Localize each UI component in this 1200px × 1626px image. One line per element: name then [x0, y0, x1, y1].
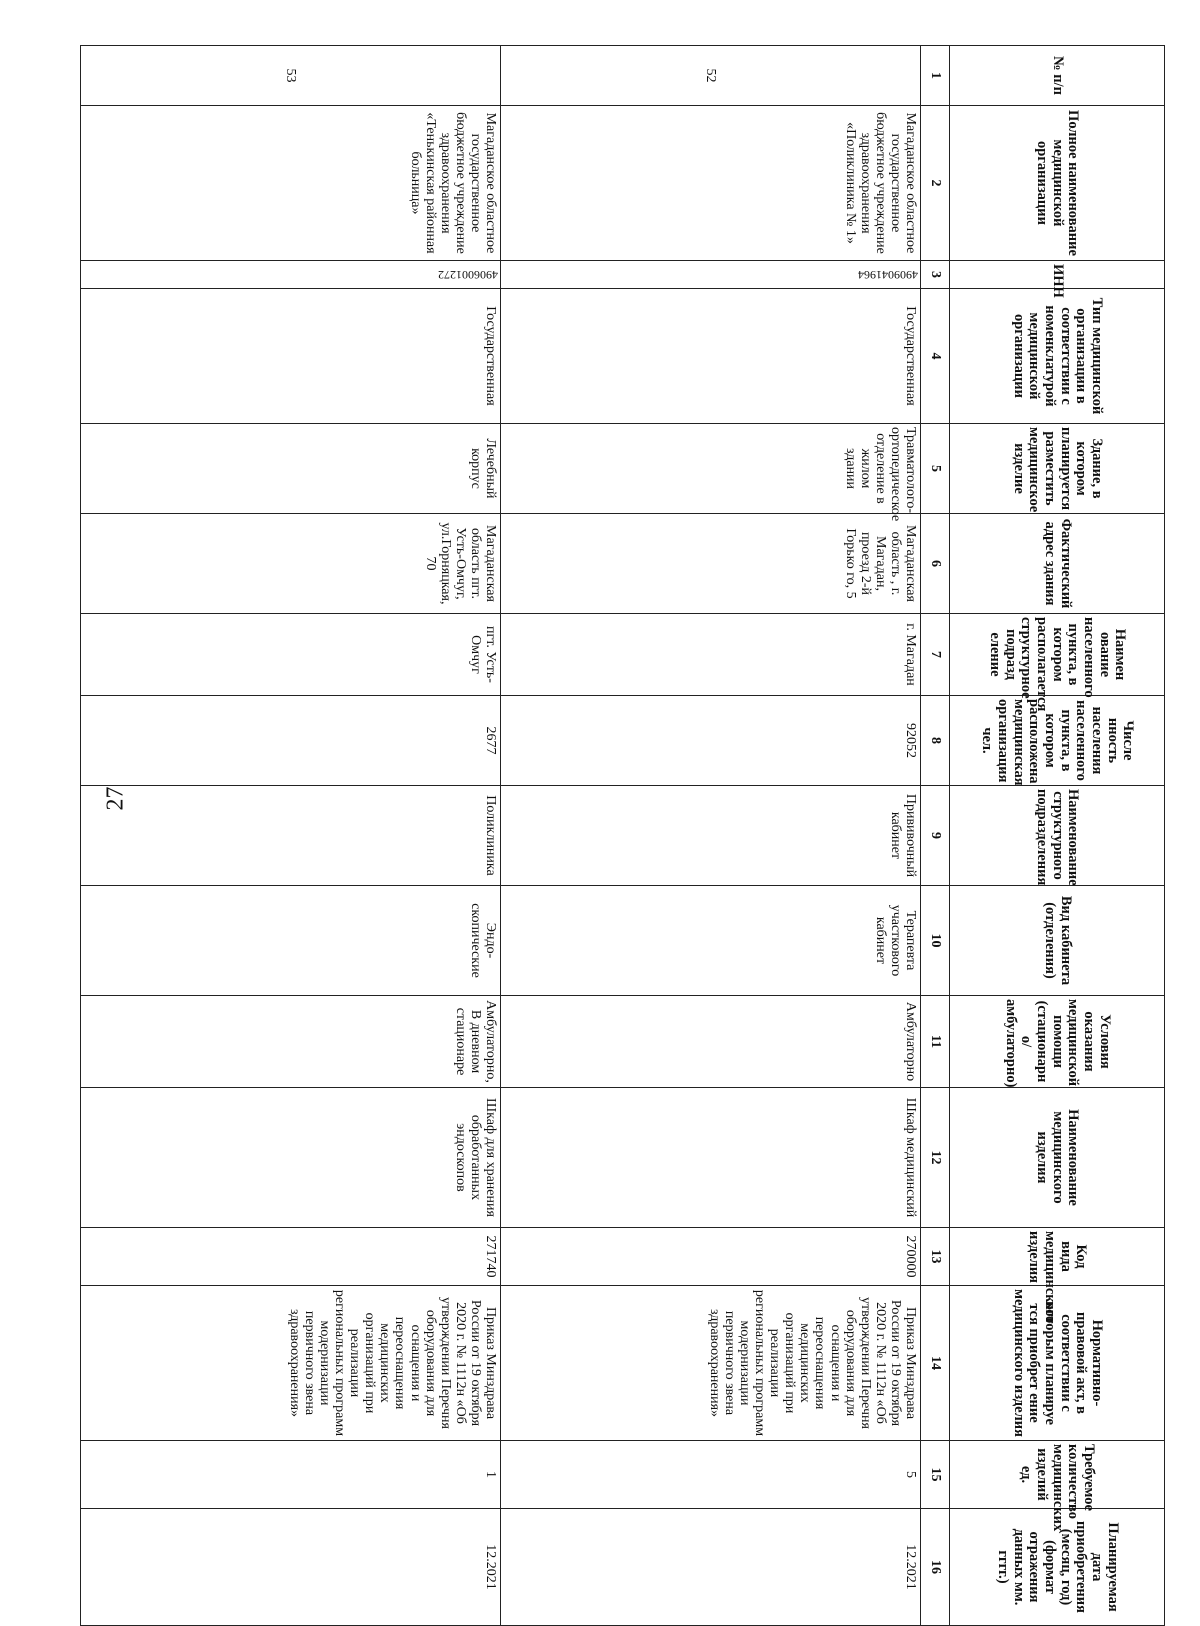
org-type: Государственная [81, 289, 501, 424]
equipment-table [80, 45, 1165, 1626]
header-col-15: Требуемое количество медицинских изделий ед. [949, 1441, 1164, 1509]
column-number: 2 [921, 106, 950, 261]
header-col-14: Нормативно- правовой акт, в соответствии с которым планируе тся приобрет ение медицинского изделия [949, 1286, 1164, 1441]
device-name: Шкаф медицинский [501, 1088, 921, 1228]
legal-act: Приказ Минздрава России от 19 октября 2020 г. № 1112н «Об утверждении Перечня оборудования для оснащения и переоснащения медицинских организаций при реализации региональных программ модернизации первичного звена здравоохранения» [81, 1286, 501, 1441]
device-name: Шкаф для хранения обработанных эндоскопов [81, 1088, 501, 1228]
column-number: 12 [921, 1088, 950, 1228]
header-col-1: № п/п [949, 46, 1164, 106]
org-type: Государственная [501, 289, 921, 424]
column-number: 7 [921, 614, 950, 696]
header-row [949, 46, 1164, 1626]
care-conditions: Амбулаторно [501, 996, 921, 1088]
column-number: 1 [921, 46, 950, 106]
column-number: 5 [921, 424, 950, 514]
purchase-date: 12.2021 [81, 1509, 501, 1626]
column-number: 15 [921, 1441, 950, 1509]
subdivision: Поликлиника [81, 786, 501, 886]
header-col-7: Наимен ование населенного пункта, в котором располагается структурное подразд еление [949, 614, 1164, 696]
header-col-4: Тип медицинской организации в соответствии с номенклатурой медицинской организации [949, 289, 1164, 424]
header-col-13: Код вида медицинского изделия [949, 1228, 1164, 1286]
column-number: 11 [921, 996, 950, 1088]
cabinet-type: Терапевта участкового кабинет [501, 886, 921, 996]
inn-value: 4906001272 [438, 267, 499, 282]
header-col-8: Числе нность населения населенного пункта, в котором расположена медицинская организация чел. [949, 696, 1164, 786]
header-col-2: Полное наименование медицинской организации [949, 106, 1164, 261]
cabinet-type: Эндо-скопические [81, 886, 501, 996]
legal-act: Приказ Минздрава России от 19 октября 2020 г. № 1112н «Об утверждении Перечня оборудования для оснащения и переоснащения медицинских организаций при реализации региональных программ модернизации первичного звена здравоохранения» [501, 1286, 921, 1441]
building: Лечебный корпус [81, 424, 501, 514]
device-code: 271740 [81, 1228, 501, 1286]
header-col-5: Здание, в котором планируется разместить медицинское изделие [949, 424, 1164, 514]
settlement: г. Магадан [501, 614, 921, 696]
inn-value: 4909041964 [858, 267, 919, 282]
column-number: 8 [921, 696, 950, 786]
column-number: 14 [921, 1286, 950, 1441]
table-row [501, 46, 921, 1626]
header-col-6: Фактический адрес здания [949, 514, 1164, 614]
org-name: Магаданское областное государственное бюджетное учреждение здравоохранения «Тенькинская районная больница» [81, 106, 501, 261]
table-row [81, 46, 501, 1626]
quantity: 5 [501, 1441, 921, 1509]
population: 92052 [501, 696, 921, 786]
address: Магаданская область , г. Магадан, проезд 2-й Горько го, 5 [501, 514, 921, 614]
header-col-3: ИНН [949, 261, 1164, 289]
inn [81, 261, 501, 289]
header-col-12: Наименование медицинского изделия [949, 1088, 1164, 1228]
care-conditions: Амбулаторно, В дневном стационаре [81, 996, 501, 1088]
column-number: 3 [921, 261, 950, 289]
column-number: 13 [921, 1228, 950, 1286]
address: Магаданская область пгт. Усть-Омчуг, ул.Горняцкая, 70 [81, 514, 501, 614]
column-number: 16 [921, 1509, 950, 1626]
subdivision: Прививочный кабинет [501, 786, 921, 886]
page-number: 27 [102, 786, 129, 811]
header-col-16: Планируемая дата приобретения (месяц, год) (формат отражения данных мм. гггг.) [949, 1509, 1164, 1626]
header-col-10: Вид кабинета (отделения) [949, 886, 1164, 996]
column-number: 10 [921, 886, 950, 996]
column-number: 9 [921, 786, 950, 886]
row-number: 53 [81, 46, 501, 106]
column-number-row [921, 46, 950, 1626]
org-name: Магаданское областное государственное бюджетное учреждение здравоохранения «Поликлиника № 1» [501, 106, 921, 261]
column-number: 4 [921, 289, 950, 424]
header-col-9: Наименование структурного подразделения [949, 786, 1164, 886]
building: Травматолого-ортопедическое отделение в жилом здании [501, 424, 921, 514]
inn [501, 261, 921, 289]
header-col-11: Условия оказания медицинской помощи (стационарн о/амбулаторно) [949, 996, 1164, 1088]
quantity: 1 [81, 1441, 501, 1509]
rotated-table-container [80, 45, 1165, 1613]
population: 2677 [81, 696, 501, 786]
row-number: 52 [501, 46, 921, 106]
device-code: 270000 [501, 1228, 921, 1286]
purchase-date: 12.2021 [501, 1509, 921, 1626]
column-number: 6 [921, 514, 950, 614]
settlement: пгт. Усть-Омчуг [81, 614, 501, 696]
